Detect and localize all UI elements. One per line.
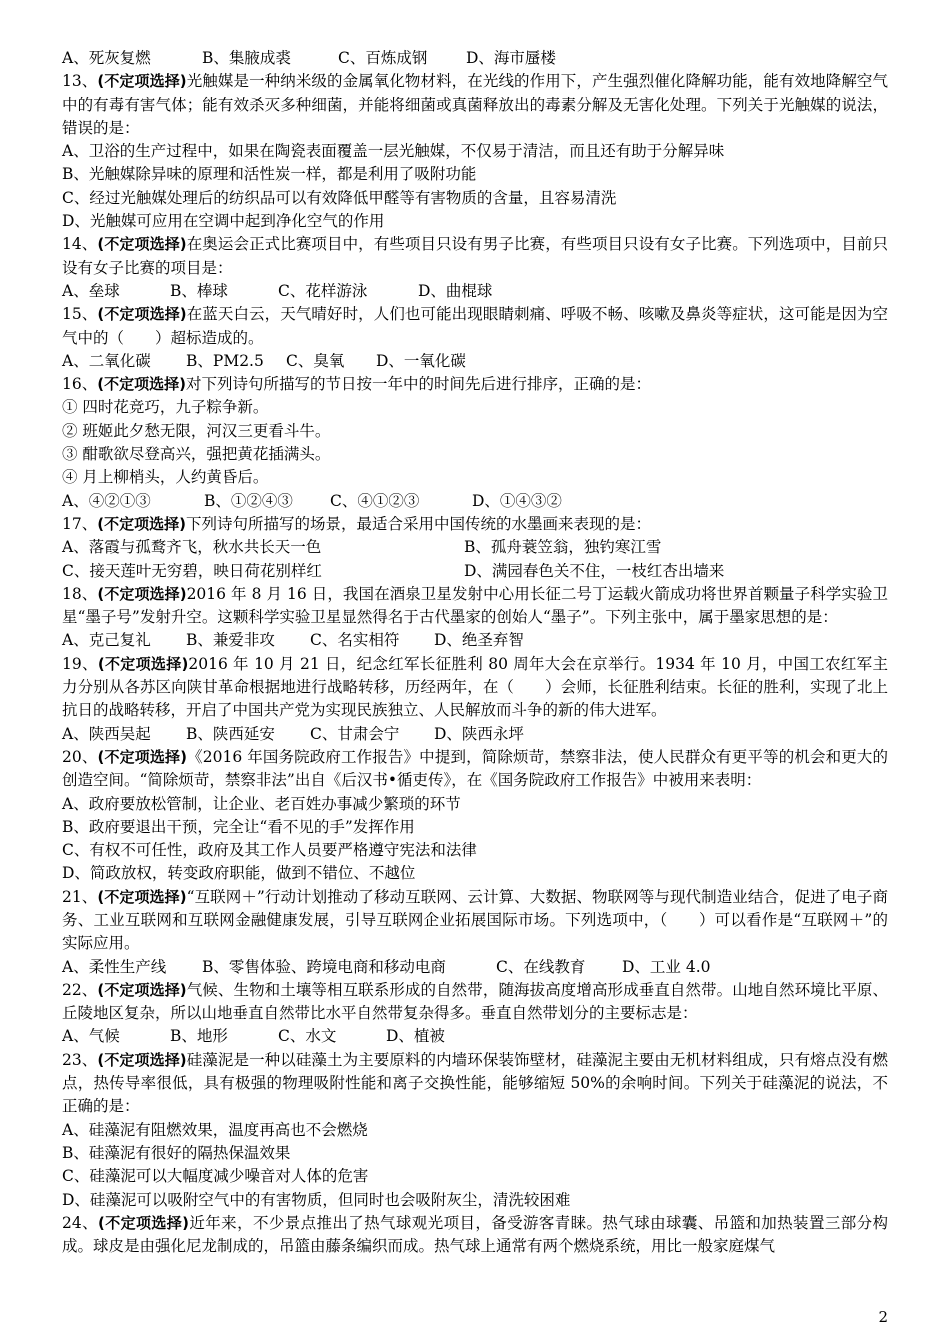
poem-line: ③ 酣歌欲尽登高兴，强把黄花插满头。 <box>62 445 331 464</box>
option: C、接天莲叶无穷碧，映日荷花别样红 <box>62 561 322 580</box>
question-stem: 22、(不定项选择)气候、生物和土壤等相互联系形成的自然带，随海拔高度增高形成垂直自然带。山地自然环境比平原、丘陵地区复杂，所以山地垂直自然带比水平自然带复杂得多。垂直自然带划分的主要标志是： <box>62 980 888 1023</box>
question-23 <box>62 1049 888 1212</box>
question-type-tag: (不定项选择) <box>97 747 187 766</box>
question-22 <box>62 979 888 1049</box>
question-stem: 18、(不定项选择)2016 年 8 月 16 日，我国在酒泉卫星发射中心用长征二号丁运载火箭成功将世界首颗量子科学实验卫星“墨子号”发射升空。这颗科学实验卫星显然得名于古代墨家的创始人“墨子”。下列主张中，属于墨家思想的是： <box>62 584 888 627</box>
question-18 <box>62 583 888 653</box>
poem-line: ② 班姬此夕愁无限，河汉三更看斗牛。 <box>62 421 331 440</box>
page-number: 2 <box>878 1308 888 1326</box>
question-type-tag: (不定项选择) <box>97 1050 187 1069</box>
q12-options <box>62 47 888 70</box>
option: A、④②①③ <box>62 491 151 510</box>
options-row <box>62 490 888 513</box>
options-row <box>62 280 888 303</box>
question-stem: 24、(不定项选择)近年来，不少景点推出了热气球观光项目，备受游客青睐。热气球由球囊、吊篮和加热装置三部分构成。球皮是由强化尼龙制成的，吊篮由藤条编织而成。热气球上通常有两个燃烧系统，用比一般家庭煤气 <box>62 1213 888 1256</box>
options-row <box>62 629 888 652</box>
options-row <box>62 956 888 979</box>
poem-line: ④ 月上柳梢头，人约黄昏后。 <box>62 468 269 487</box>
option: D、光触媒可应用在空调中起到净化空气的作用 <box>62 212 385 231</box>
option: B、光触媒除异味的原理和活性炭一样，都是利用了吸附功能 <box>62 165 477 184</box>
question-type-tag: (不定项选择) <box>97 584 187 603</box>
option: A、垒球 <box>62 281 120 300</box>
option: D、硅藻泥可以吸附空气中的有害物质，但同时也会吸附灰尘，清洗较困难 <box>62 1190 571 1209</box>
options-grid <box>62 536 888 583</box>
question-24 <box>62 1212 888 1259</box>
question-stem: 13、(不定项选择)光触媒是一种纳米级的金属氧化物材料，在光线的作用下，产生强烈催化降解功能，能有效地降解空气中的有毒有害气体；能有效杀灭多种细菌，并能将细菌或真菌释放出的毒素分解及无害化处理。下列关于光触媒的说法，错误的是： <box>62 72 888 137</box>
option: B、孤舟蓑笠翁，独钓寒江雪 <box>464 538 662 557</box>
question-stem: 20、(不定项选择)《2016 年国务院政府工作报告》中提到，简除烦苛，禁察非法，使人民群众有更平等的机会和更大的创造空间。“简除烦苛，禁察非法”出自《后汉书•循吏传》，在《国务院政府工作报告》中被用来表明： <box>62 747 888 790</box>
option: A、二氧化碳 <box>62 351 151 370</box>
question-14 <box>62 233 888 303</box>
option: A、柔性生产线 <box>62 957 167 976</box>
question-stem: 16、(不定项选择)对下列诗句所描写的节日按一年中的时间先后进行排序，正确的是： <box>62 375 651 394</box>
question-15 <box>62 303 888 373</box>
options-row <box>62 723 888 746</box>
option: D、工业 4.0 <box>622 957 711 976</box>
option: B、硅藻泥有很好的隔热保温效果 <box>62 1143 291 1162</box>
option: D、满园春色关不住，一枝红杏出墙来 <box>464 561 725 580</box>
question-17 <box>62 513 888 583</box>
option: A、陕西吴起 <box>62 724 151 743</box>
page-content <box>62 47 888 1258</box>
question-13 <box>62 70 888 233</box>
option: C、有权不可任性，政府及其工作人员要严格遵守宪法和法律 <box>62 841 477 860</box>
option: B、兼爱非攻 <box>186 631 275 650</box>
option: D、曲棍球 <box>418 281 493 300</box>
option: A、气候 <box>62 1027 120 1046</box>
question-stem: 15、(不定项选择)在蓝天白云，天气晴好时，人们也可能出现眼睛刺痛、呼吸不畅、咳嗽及鼻炎等症状，这可能是因为空气中的（ ）超标造成的。 <box>62 305 888 347</box>
option: B、政府要退出干预，完全让“看不见的手”发挥作用 <box>62 817 415 836</box>
option: D、简政放权，转变政府职能，做到不错位、不越位 <box>62 864 416 883</box>
question-type-tag: (不定项选择) <box>97 887 187 906</box>
option: A、政府要放松管制，让企业、老百姓办事减少繁琐的环节 <box>62 794 461 813</box>
question-type-tag: (不定项选择) <box>98 1213 190 1232</box>
poem-line: ① 四时花竞巧，九子粽争新。 <box>62 398 269 417</box>
option: B、①②④③ <box>204 491 293 510</box>
option: B、PM2.5 <box>186 351 264 370</box>
option: A、卫浴的生产过程中，如果在陶瓷表面覆盖一层光触媒，不仅易于清洁，而且还有助于分解异味 <box>62 142 725 161</box>
question-stem: 17、(不定项选择)下列诗句所描写的场景，最适合采用中国传统的水墨画来表现的是： <box>62 514 651 533</box>
option: C、臭氧 <box>286 351 345 370</box>
option: C、硅藻泥可以大幅度减少噪音对人体的危害 <box>62 1167 369 1186</box>
option: C、名实相符 <box>310 631 400 650</box>
option: D、绝圣弃智 <box>434 631 524 650</box>
question-16 <box>62 373 888 513</box>
option: D、一氧化碳 <box>376 351 466 370</box>
question-stem: 23、(不定项选择)硅藻泥是一种以硅藻土为主要原料的内墙环保装饰壁材，硅藻泥主要由无机材料组成，只有熔点没有燃点，热传导率很低，具有极强的物理吸附性能和离子交换性能，能够缩短 50%的余响时间。下列关于硅藻泥的说法，不正确的是： <box>62 1050 888 1116</box>
question-type-tag: (不定项选择) <box>97 980 187 999</box>
option: C、在线教育 <box>496 957 586 976</box>
question-stem: 21、(不定项选择)“互联网＋”行动计划推动了移动互联网、云计算、大数据、物联网等与现代制造业结合，促进了电子商务、工业互联网和互联网金融健康发展，引导互联网企业拓展国际市场。下列选项中，（ ）可以看作是“互联网＋”的实际应用。 <box>62 887 888 953</box>
option: A、克己复礼 <box>62 631 151 650</box>
question-type-tag: (不定项选择) <box>97 375 186 394</box>
options-row <box>62 350 888 373</box>
option: C、甘肃会宁 <box>310 724 400 743</box>
question-type-tag: (不定项选择) <box>97 654 189 673</box>
question-19 <box>62 653 888 746</box>
option: A、硅藻泥有阻燃效果，温度再高也不会燃烧 <box>62 1120 368 1139</box>
option: D、植被 <box>386 1027 445 1046</box>
option: B、棒球 <box>170 281 228 300</box>
option: C、百炼成钢 <box>338 49 428 67</box>
option: B、零售体验、跨境电商和移动电商 <box>202 957 446 976</box>
option: C、花样游泳 <box>278 281 368 300</box>
question-stem: 14、(不定项选择)在奥运会正式比赛项目中，有些项目只设有男子比赛，有些项目只设有女子比赛。下列选项中，目前只设有女子比赛的项目是： <box>62 235 888 277</box>
option: B、陕西延安 <box>186 724 275 743</box>
option: D、海市蜃楼 <box>466 49 556 67</box>
option: C、经过光触媒处理后的纺织品可以有效降低甲醛等有害物质的含量，且容易清洗 <box>62 188 617 207</box>
option: B、集腋成裘 <box>202 49 291 67</box>
question-type-tag: (不定项选择) <box>97 305 187 324</box>
question-type-tag: (不定项选择) <box>97 72 187 91</box>
option: D、①④③② <box>472 491 562 510</box>
option: C、水文 <box>278 1027 337 1046</box>
option: A、死灰复燃 <box>62 49 151 67</box>
question-21 <box>62 886 888 979</box>
option: A、落霞与孤鹜齐飞，秋水共长天一色 <box>62 538 322 557</box>
question-stem: 19、(不定项选择)2016 年 10 月 21 日，纪念红军长征胜利 80 周年大会在京举行。1934 年 10 月，中国工农红军主力分别从各苏区向陕甘革命根据地进行战略转移，历经两年，在（ ）会师，长征胜利结束。长征的胜利，实现了北上抗日的战略转移，开启了中国共产党为实现民族独立、人民解放而斗争的新的伟大进军。 <box>62 654 888 720</box>
question-type-tag: (不定项选择) <box>97 235 187 254</box>
question-type-tag: (不定项选择) <box>97 514 186 533</box>
option: C、④①②③ <box>330 491 420 510</box>
options-row <box>62 1025 888 1048</box>
option: D、陕西永坪 <box>434 724 524 743</box>
question-20 <box>62 746 888 886</box>
option: B、地形 <box>170 1027 228 1046</box>
